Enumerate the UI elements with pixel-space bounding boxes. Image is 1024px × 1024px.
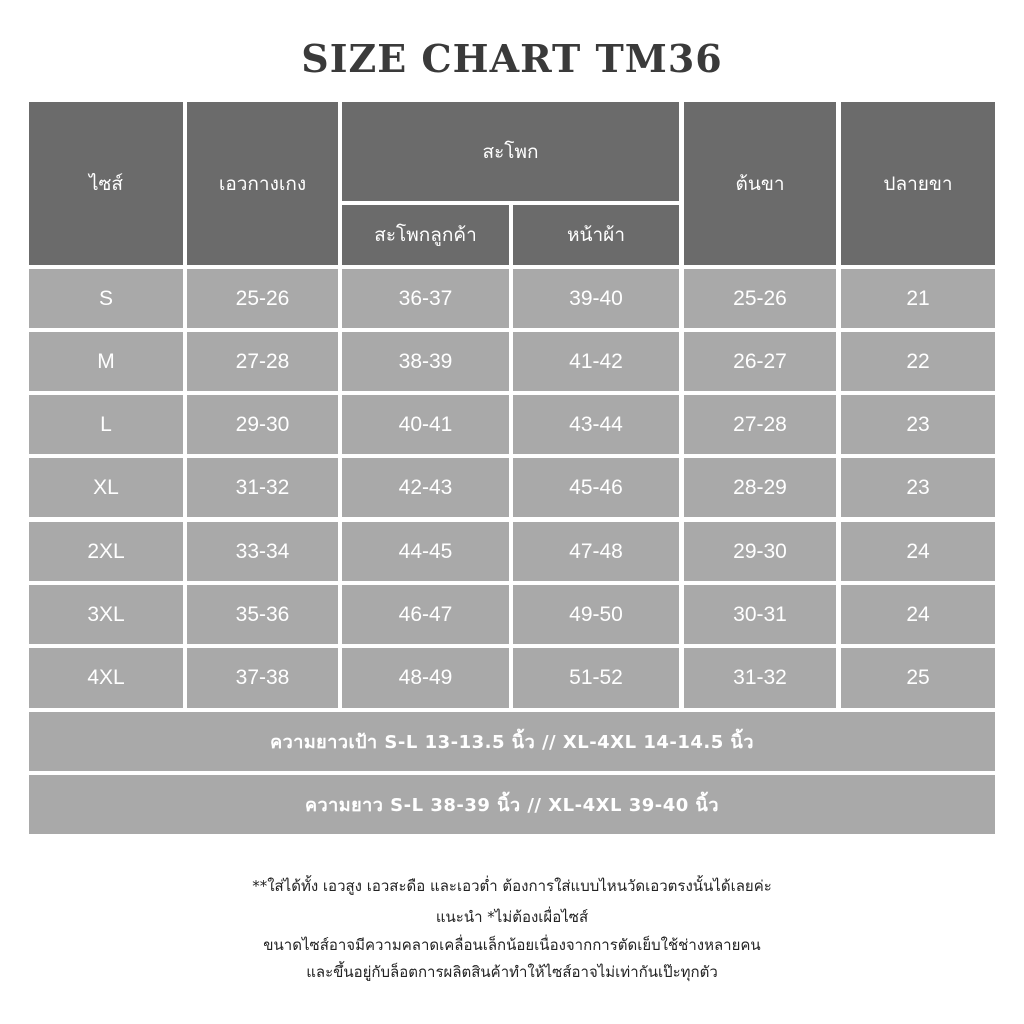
header-hem: ปลายขา <box>841 102 995 265</box>
header-size: ไซส์ <box>29 102 183 265</box>
header-hip-group: สะโพก <box>342 102 679 201</box>
hip-fabric-cell: 43-44 <box>513 395 679 454</box>
waist-cell: 31-32 <box>187 458 338 517</box>
hip-customer-cell: 38-39 <box>342 332 509 391</box>
hip-customer-cell: 40-41 <box>342 395 509 454</box>
hem-cell: 25 <box>841 648 995 708</box>
hem-cell: 24 <box>841 522 995 581</box>
header-thigh: ต้นขา <box>684 102 836 265</box>
header-hip-fabric: หน้าผ้า <box>513 205 679 265</box>
size-cell: 3XL <box>29 585 183 644</box>
header-waist: เอวกางเกง <box>187 102 338 265</box>
footnote-line: **ใส่ได้ทั้ง เอวสูง เอวสะดือ และเอวต่ำ ต้องการใส่แบบไหนวัดเอวตรงนั้นได้เลยค่ะ <box>252 877 772 895</box>
hip-fabric-cell: 45-46 <box>513 458 679 517</box>
thigh-cell: 27-28 <box>684 395 836 454</box>
waist-cell: 35-36 <box>187 585 338 644</box>
waist-cell: 27-28 <box>187 332 338 391</box>
thigh-cell: 26-27 <box>684 332 836 391</box>
size-cell: 2XL <box>29 522 183 581</box>
hem-cell: 21 <box>841 269 995 328</box>
thigh-cell: 30-31 <box>684 585 836 644</box>
size-cell: M <box>29 332 183 391</box>
hem-cell: 23 <box>841 395 995 454</box>
waist-cell: 37-38 <box>187 648 338 708</box>
hip-fabric-cell: 41-42 <box>513 332 679 391</box>
waist-cell: 29-30 <box>187 395 338 454</box>
footnote-line: และขึ้นอยู่กับล็อตการผลิตสินค้าทำให้ไซส์อาจไม่เท่ากันเป๊ะทุกตัว <box>306 963 718 981</box>
size-cell: L <box>29 395 183 454</box>
thigh-cell: 25-26 <box>684 269 836 328</box>
crotch-length-note: ความยาวเป้า S-L 13-13.5 นิ้ว // XL-4XL 14-14.5 นิ้ว <box>29 712 995 771</box>
hip-customer-cell: 46-47 <box>342 585 509 644</box>
size-cell: XL <box>29 458 183 517</box>
hem-cell: 22 <box>841 332 995 391</box>
hem-cell: 24 <box>841 585 995 644</box>
waist-cell: 33-34 <box>187 522 338 581</box>
footnote-line: แนะนำ *ไม่ต้องเผื่อไซส์ <box>435 908 589 926</box>
hip-customer-cell: 44-45 <box>342 522 509 581</box>
waist-cell: 25-26 <box>187 269 338 328</box>
hip-fabric-cell: 39-40 <box>513 269 679 328</box>
length-note: ความยาว S-L 38-39 นิ้ว // XL-4XL 39-40 นิ้ว <box>29 775 995 834</box>
footnote-line: ขนาดไซส์อาจมีความคลาดเคลื่อนเล็กน้อยเนื่องจากการตัดเย็บใช้ช่างหลายคน <box>263 936 761 954</box>
hip-fabric-cell: 51-52 <box>513 648 679 708</box>
hip-customer-cell: 48-49 <box>342 648 509 708</box>
hem-cell: 23 <box>841 458 995 517</box>
hip-fabric-cell: 47-48 <box>513 522 679 581</box>
page-title: SIZE CHART TM36 <box>301 36 723 81</box>
hip-customer-cell: 42-43 <box>342 458 509 517</box>
hip-customer-cell: 36-37 <box>342 269 509 328</box>
size-cell: 4XL <box>29 648 183 708</box>
header-hip-customer: สะโพกลูกค้า <box>342 205 509 265</box>
thigh-cell: 31-32 <box>684 648 836 708</box>
thigh-cell: 28-29 <box>684 458 836 517</box>
hip-fabric-cell: 49-50 <box>513 585 679 644</box>
thigh-cell: 29-30 <box>684 522 836 581</box>
size-cell: S <box>29 269 183 328</box>
